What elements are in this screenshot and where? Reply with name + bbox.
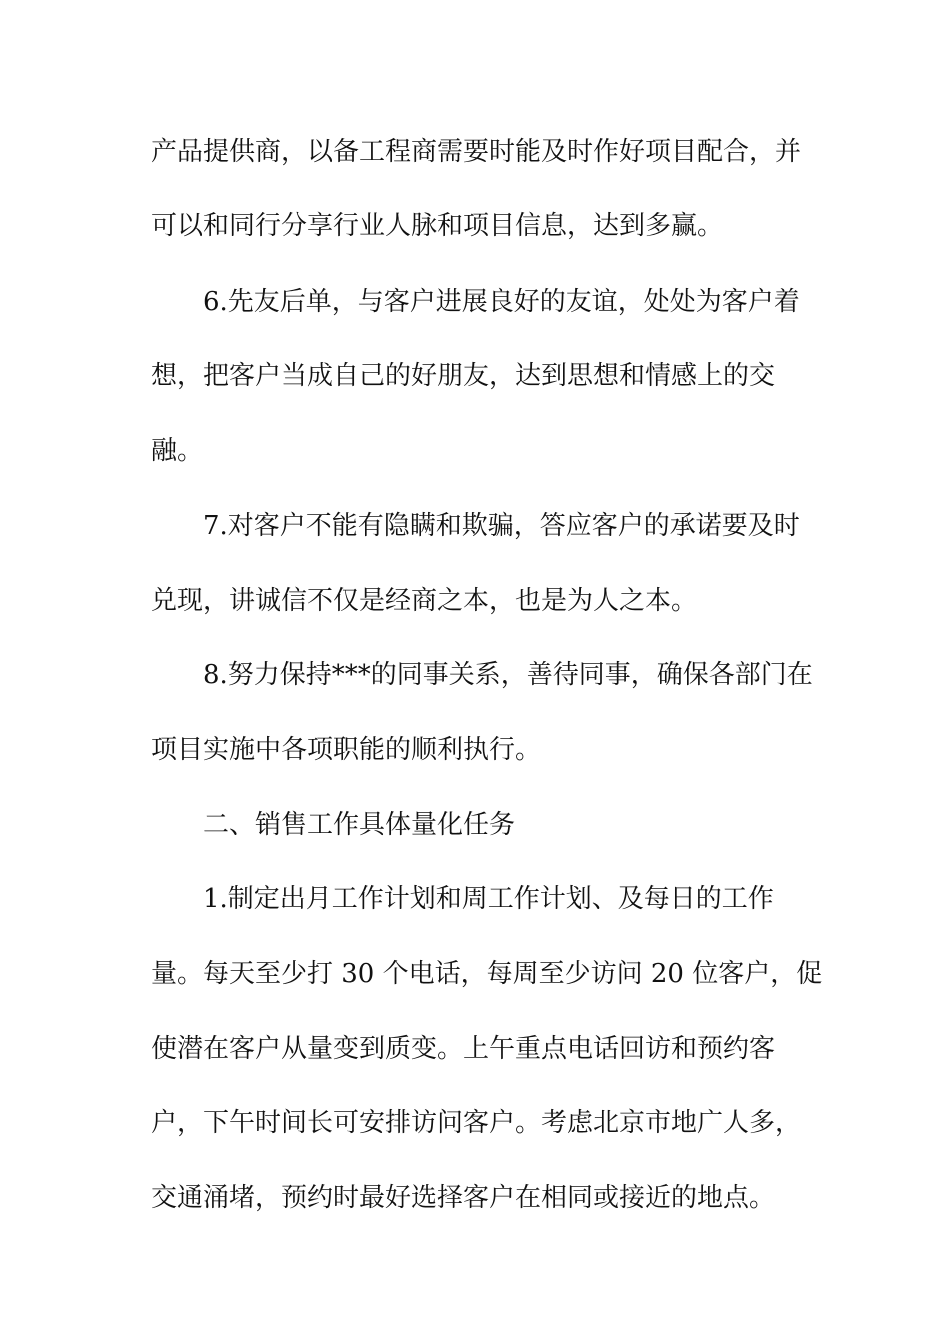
paragraph-8-start: 8.努力保持***的同事关系，善待同事，确保各部门在 bbox=[203, 660, 813, 690]
text-line: 产品提供商，以备工程商需要时能及时作好项目配合，并 bbox=[151, 137, 802, 167]
text-line: 使潜在客户从量变到质变。上午重点电话回访和预约客 bbox=[151, 1034, 776, 1064]
paragraph-1-start: 1.制定出月工作计划和周工作计划、及每日的工作 bbox=[203, 884, 774, 914]
text-line: 融。 bbox=[151, 436, 204, 466]
paragraph-7-start: 7.对客户不能有隐瞒和欺骗，答应客户的承诺要及时 bbox=[203, 511, 800, 541]
text-line: 项目实施中各项职能的顺利执行。 bbox=[151, 735, 542, 765]
text-line: 想，把客户当成自己的好朋友，达到思想和情感上的交 bbox=[151, 361, 776, 391]
text-line: 交通涌堵，预约时最好选择客户在相同或接近的地点。 bbox=[151, 1183, 776, 1213]
text-line: 可以和同行分享行业人脉和项目信息，达到多赢。 bbox=[151, 211, 724, 241]
text-line: 户，下午时间长可安排访问客户。考虑北京市地广人多， bbox=[151, 1108, 802, 1138]
paragraph-6-start: 6.先友后单，与客户进展良好的友谊，处处为客户着 bbox=[203, 287, 800, 317]
text-line: 量。每天至少打 30 个电话，每周至少访问 20 位客户，促 bbox=[151, 959, 823, 989]
text-line: 兑现，讲诚信不仅是经商之本，也是为人之本。 bbox=[151, 586, 698, 616]
section-heading: 二、销售工作具体量化任务 bbox=[203, 810, 516, 840]
